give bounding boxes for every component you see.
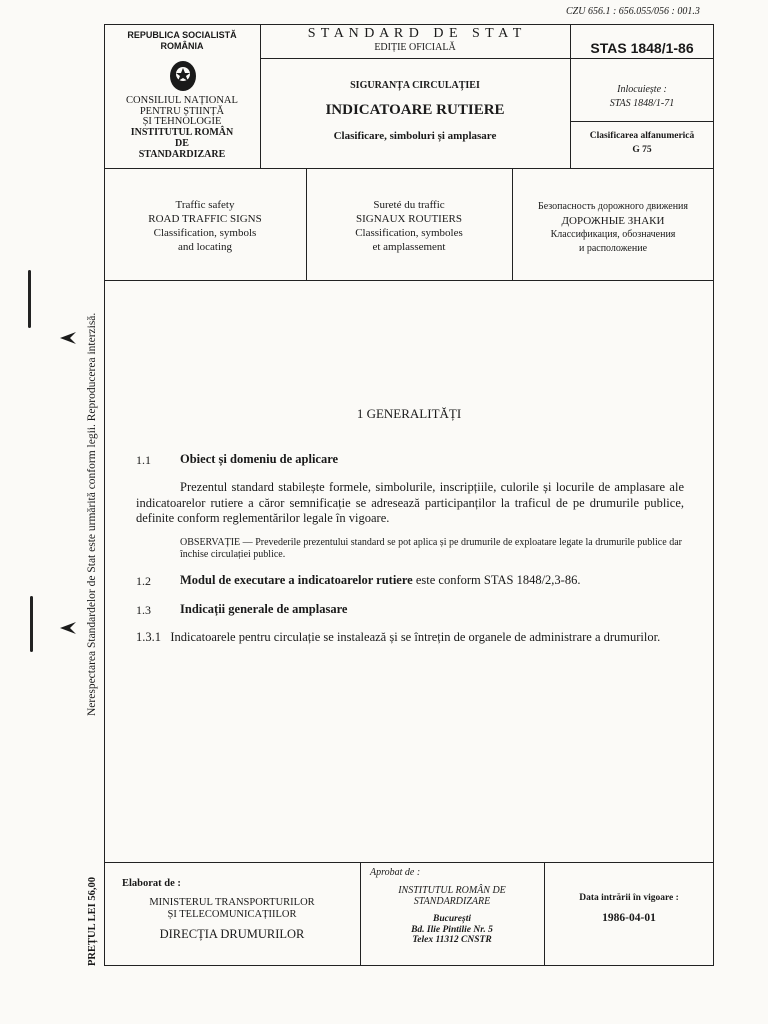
footer-divider	[104, 862, 714, 863]
en-line-3: Classification, symbols	[153, 227, 257, 239]
document-title: INDICATOARE RUTIERE	[325, 102, 505, 118]
section-1-2-rest: este conform STAS 1848/2,3-86.	[412, 573, 581, 587]
translation-french	[306, 198, 512, 254]
aprobat-address	[360, 914, 544, 946]
edition-label: EDIȚIE OFICIALĂ	[374, 42, 456, 53]
fr-line-3: Classification, symboles	[355, 227, 463, 239]
binding-mark-bottom	[30, 596, 33, 652]
section-1-3-1-paragraph	[136, 630, 684, 646]
country-name	[104, 30, 260, 52]
ru-line-1: Безопасность дорожного движения	[537, 201, 689, 212]
standard-de-stat-title: S T A N D A R D D E S T A T	[307, 26, 523, 41]
classification-label: Clasificarea alfanumerică	[589, 131, 695, 141]
effective-date-value: 1986-04-01	[602, 912, 656, 924]
institute-line-1: INSTITUTUL ROMÂN	[130, 127, 234, 138]
document-subtitle: Clasificare, simboluri și amplasare	[333, 130, 497, 142]
czu-code: CZU 656.1 : 656.055/056 : 001.3	[566, 6, 700, 17]
elaborat-label: Elaborat de :	[122, 878, 181, 889]
address-street: Bd. Ilie Pintilie Nr. 5	[411, 924, 493, 935]
section-1-2-number: 1.2	[136, 574, 151, 588]
section-1-1-paragraph: Prezentul standard stabilește formele, simbolurile, inscripțiile, culorile și locurile de amplasare ale indicatoarelor rutiere a căror semnificație se adresează participanților la traficul de pe drumurile publice, definite conform reglementărilor legale în vigoare.	[136, 480, 684, 525]
effective-date-label: Data intrării în vigoare :	[579, 893, 679, 903]
fr-line-4: et amplassement	[372, 241, 446, 253]
country-line-1: REPUBLICA SOCIALISTĂ	[127, 30, 237, 40]
institute-line-3: STANDARDIZARE	[138, 149, 226, 160]
aprobat-line-2: STANDARDIZARE	[413, 896, 491, 907]
arrow-mark-bottom-icon	[58, 620, 78, 636]
header-right-divider	[570, 121, 714, 122]
section-1-3-number: 1.3	[136, 603, 151, 617]
elaborat-department: DIRECȚIA DRUMURILOR	[159, 927, 305, 941]
ru-line-4: и расположение	[578, 243, 648, 254]
fr-line-2: SIGNAUX ROUTIERS	[355, 213, 463, 225]
council-line-2: PENTRU ȘTIINȚĂ	[139, 105, 225, 117]
section-1-2-text	[180, 573, 580, 588]
section-1-3-1-number: 1.3.1	[136, 630, 161, 644]
fr-line-1: Sureté du traffic	[373, 199, 445, 211]
institute-name	[104, 127, 260, 160]
section-1-3-1-text: Indicatoarele pentru circulație se instalează și se întrețin de organele de administrare a drumurilor.	[170, 630, 661, 644]
country-line-2: ROMÂNIA	[160, 41, 204, 51]
price-vertical: PREȚUL LEI 56,00	[87, 877, 98, 966]
header-divider	[104, 168, 714, 169]
elaborat-organization	[104, 897, 360, 921]
ru-line-3: Классификация, обозначения	[550, 229, 676, 240]
council-line-1: CONSILIUL NAȚIONAL	[126, 95, 238, 106]
observation-note: OBSERVAȚIE — Prevederile prezentului standard se pot aplica și pe drumurile de exploatare legate la drumurile publice dar închise circulației publice.	[180, 537, 682, 560]
en-line-2: ROAD TRAFFIC SIGNS	[148, 213, 262, 225]
replaces-value: STAS 1848/1-71	[609, 98, 675, 109]
aprobat-label: Aprobat de :	[370, 867, 421, 878]
replaces-label: Inlocuiește :	[617, 84, 667, 95]
council-line-3: ȘI TEHNOLOGIE	[142, 116, 222, 127]
translation-english	[104, 198, 306, 254]
address-telex: Telex 11312 CNSTR	[412, 935, 492, 945]
address-city: București	[432, 914, 471, 924]
translation-divider	[104, 280, 714, 281]
section-1-1-title: Obiect și domeniu de aplicare	[180, 452, 339, 466]
legal-notice-vertical: Nerespectarea Standardelor de Stat este urmărită conform legii. Reproducerea interzisă.	[86, 312, 98, 716]
aprobat-organization	[360, 885, 544, 907]
category-label: SIGURANȚA CIRCULAȚIEI	[350, 80, 480, 91]
ru-line-2: ДОРОЖНЫЕ ЗНАКИ	[561, 215, 665, 227]
binding-mark-top	[28, 270, 31, 328]
en-line-1: Traffic safety	[175, 199, 235, 211]
section-1-1-number: 1.1	[136, 453, 151, 467]
header-title-divider	[260, 58, 714, 59]
elaborat-line-1: MINISTERUL TRANSPORTURILOR	[149, 897, 315, 908]
section-title: 1 GENERALITĂȚI	[356, 406, 462, 421]
section-1-2-bold: Modul de executare a indicatoarelor rutiere	[180, 573, 413, 587]
institute-line-2: DE	[175, 138, 189, 149]
en-line-4: and locating	[177, 241, 233, 253]
aprobat-line-1: INSTITUTUL ROMÂN DE	[398, 885, 506, 896]
elaborat-line-2: ȘI TELECOMUNICAȚIILOR	[167, 909, 297, 920]
coat-of-arms-icon	[168, 60, 198, 92]
section-1-3-title: Indicații generale de amplasare	[180, 602, 348, 616]
arrow-mark-top-icon	[58, 330, 78, 346]
classification-value: G 75	[632, 145, 652, 155]
translation-russian	[512, 200, 714, 256]
stas-number: STAS 1848/1-86	[590, 40, 694, 56]
council-name	[104, 96, 260, 128]
